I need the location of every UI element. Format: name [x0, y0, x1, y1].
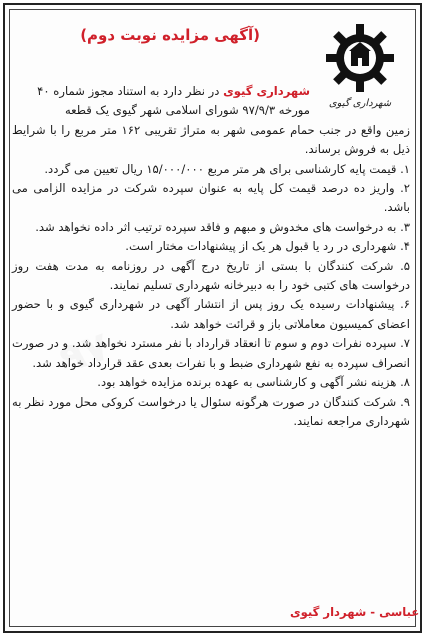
condition-item-8: ۸. هزینه نشر آگهی و کارشناسی به عهده برنده مزایده خواهد بود.	[97, 375, 410, 390]
intro-rest: زمین واقع در جنب حمام عمومی شهر به متراژ تقریبی ۱۶۲ متر مربع را با شرایط ذیل به فروش برساند.	[12, 122, 410, 157]
notice-title: (آگهی مزایده نوبت دوم)	[80, 26, 260, 44]
notice-body	[12, 82, 410, 431]
signature: عباسی - شهردار گیوی	[290, 605, 420, 619]
condition-item-9: ۹. شرکت کنندگان در صورت هرگونه سئوال یا درخواست کروکی محل مورد نظر به شهرداری مراجعه نمایند.	[12, 394, 410, 428]
intro-line-2: مورخه ۹۷/۹/۳ شورای اسلامی شهر گیوی یک قطعه	[64, 103, 310, 118]
condition-item-5: ۵. شرکت کنندگان با بستی از تاریخ درج آگهی در روزنامه به مدت هفت روز درخواست های کتبی خود را به دبیرخانه شهرداری تسلیم نمایند.	[12, 258, 410, 293]
intro-lead-name: شهرداری گیوی	[223, 84, 310, 98]
condition-item-1: ۱. قیمت پایه کارشناسی برای هر متر مربع ۱۵/۰۰۰/۰۰۰ ریال تعیین می گردد.	[44, 161, 410, 176]
condition-item-4: ۴. شهرداری در رد یا قبول هر یک از پیشنهادات مختار است.	[125, 239, 410, 254]
intro-line-1-text: در نظر دارد به استناد مجوز شماره ۴۰	[37, 84, 224, 98]
condition-item-2: ۲. واریز ده درصد قیمت کل پایه به عنوان سپرده شرکت در مزایده الزامی می باشد.	[12, 181, 410, 215]
intro-line-1	[20, 82, 310, 101]
condition-item-7: ۷. سپرده نفرات دوم و سوم تا انعقاد قرارداد با نفر مسترد نخواهد شد. و در صورت انصراف سپرده به نفع شهرداری ضبط و با نفرات بعدی عقد قرارداد خواهد شد.	[12, 336, 410, 370]
condition-item-3: ۳. به درخواست های مخدوش و مبهم و فاقد سپرده ترتیب اثر داده نخواهد شد.	[35, 219, 410, 234]
condition-item-6: ۶. پیشنهادات رسیده یک روز پس از انتشار آگهی در شهرداری گیوی و با حضور اعضای کمیسیون معاملاتی باز و قرائت خواهد شد.	[12, 297, 410, 331]
logo-caption: شهرداری گیوی	[328, 98, 392, 109]
